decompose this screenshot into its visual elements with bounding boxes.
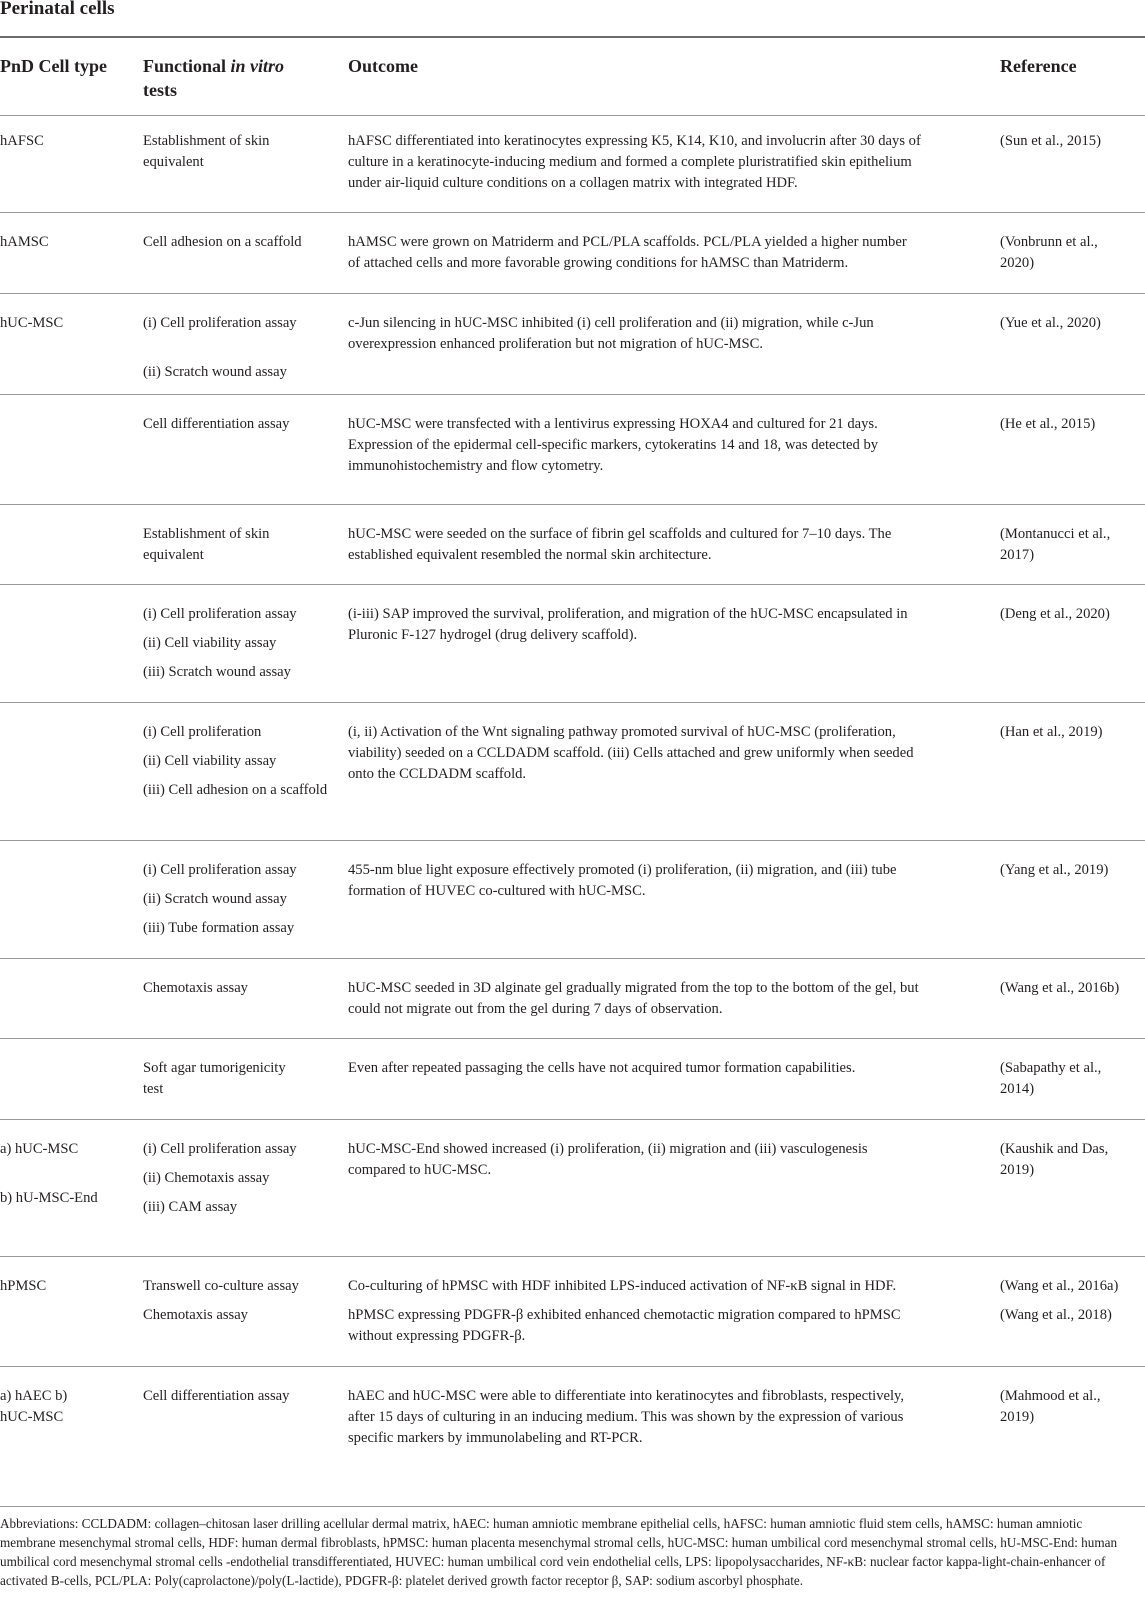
reference-cell: [1000, 860, 1140, 881]
cell-line: (Wang et al., 2016a): [1000, 1278, 1119, 1294]
tests-cell: [143, 604, 333, 683]
cell-line: (Yang et al., 2019): [1000, 862, 1109, 878]
reference-cell: [1000, 313, 1140, 334]
cell-type-cell: [0, 232, 130, 253]
test-item: (iii) CAM assay: [143, 1199, 238, 1215]
cell-line: a) hAEC b): [0, 1388, 68, 1404]
cell-line: equivalent: [143, 547, 204, 563]
cell-line: 2019): [1000, 1162, 1035, 1178]
cell-line: hUC-MSC-End showed increased (i) proliferation, (ii) migration and (iii) vasculogenesis: [348, 1141, 868, 1157]
reference-cell: [1000, 604, 1140, 625]
cell-line: without expressing PDGFR-β.: [348, 1328, 526, 1344]
cell-line: (Sun et al., 2015): [1000, 133, 1101, 149]
cell-line: hAFSC: [0, 133, 44, 149]
cell-line: compared to hUC-MSC.: [348, 1162, 492, 1178]
outcome-cell: [348, 604, 983, 646]
cell-line: Establishment of skin: [143, 526, 270, 542]
cell-line: (Han et al., 2019): [1000, 724, 1103, 740]
test-item: Chemotaxis assay: [143, 1307, 248, 1323]
cell-line: (Wang et al., 2016b): [1000, 980, 1120, 996]
cell-line: Cell differentiation assay: [143, 416, 290, 432]
header-outcome: Outcome: [348, 56, 418, 76]
cell-line: 2017): [1000, 547, 1035, 563]
cell-line: specific markers by immunolabeling and RT-PCR.: [348, 1430, 643, 1446]
outcome-cell: [348, 414, 983, 477]
tests-cell: [143, 131, 333, 173]
cell-line: hAEC and hUC-MSC were able to differentiate into keratinocytes and fibroblasts, respectively,: [348, 1388, 905, 1404]
tests-cell: [143, 1058, 333, 1100]
cell-line: hUC-MSC seeded in 3D alginate gel gradually migrated from the top to the bottom of the gel, but: [348, 980, 919, 996]
test-item: (iii) Cell adhesion on a scaffold: [143, 782, 328, 798]
row-divider: [0, 584, 1145, 585]
test-item: (iii) Tube formation assay: [143, 920, 295, 936]
tests-cell: [143, 524, 333, 566]
test-item: (i) Cell proliferation: [143, 724, 262, 740]
cell-line: Cell differentiation assay: [143, 1388, 290, 1404]
cell-line: equivalent: [143, 154, 204, 170]
reference-cell: [1000, 131, 1140, 152]
tests-cell: [143, 978, 333, 999]
outcome-cell: [348, 1276, 983, 1347]
cell-line: (Sabapathy et al.,: [1000, 1060, 1102, 1076]
table-top-rule: [0, 36, 1145, 38]
cell-line: formation of HUVEC co-cultured with hUC-MSC.: [348, 883, 646, 899]
reference-cell: [1000, 232, 1140, 274]
cell-line: overexpression enhanced proliferation but not migration of hUC-MSC.: [348, 336, 764, 352]
row-divider: [0, 702, 1145, 703]
cell-line: (i, ii) Activation of the Wnt signaling pathway promoted survival of hUC-MSC (proliferation,: [348, 724, 896, 740]
test-item: (ii) Scratch wound assay: [143, 891, 287, 907]
table-bottom-rule: [0, 1506, 1145, 1507]
tests-cell: [143, 1386, 333, 1407]
tests-cell: [143, 1276, 333, 1326]
cell-type-cell: [0, 1139, 130, 1209]
cell-line: hUC-MSC: [0, 315, 64, 331]
cell-line: viability) seeded on a CCLDADM scaffold. (iii) Cells attached and grew uniformly when seeded: [348, 745, 914, 761]
tests-cell: [143, 1139, 333, 1218]
cell-line: 2014): [1000, 1081, 1035, 1097]
test-item: Transwell co-culture assay: [143, 1278, 299, 1294]
tests-cell: [143, 313, 333, 383]
cell-line: of attached cells and more favorable growing conditions for hAMSC than Matriderm.: [348, 255, 849, 271]
cell-type-cell: [0, 131, 130, 152]
test-item: (i) Cell proliferation assay: [143, 315, 297, 331]
test-item: (ii) Chemotaxis assay: [143, 1170, 270, 1186]
row-divider: [0, 394, 1145, 395]
cell-line: hAMSC were grown on Matriderm and PCL/PLA scaffolds. PCL/PLA yielded a higher number: [348, 234, 907, 250]
row-divider: [0, 840, 1145, 841]
header-rule: [0, 115, 1145, 116]
outcome-cell: [348, 1386, 983, 1449]
cell-line: a) hUC-MSC: [0, 1141, 79, 1157]
cell-line: hAFSC differentiated into keratinocytes expressing K5, K14, K10, and involucrin after 30 days of: [348, 133, 921, 149]
cell-line: hUC-MSC: [0, 1409, 64, 1425]
cell-line: Establishment of skin: [143, 133, 270, 149]
test-item: (i) Cell proliferation assay: [143, 606, 297, 622]
outcome-cell: [348, 860, 983, 902]
cell-line: could not migrate out from the gel during 7 days of observation.: [348, 1001, 723, 1017]
reference-cell: [1000, 1058, 1140, 1100]
tests-cell: [143, 414, 333, 435]
cell-line: hPMSC: [0, 1278, 47, 1294]
cell-line: 455-nm blue light exposure effectively promoted (i) proliferation, (ii) migration, and (iii) tube: [348, 862, 897, 878]
header-cell-type: PnD Cell type: [0, 56, 107, 76]
outcome-cell: [348, 313, 983, 355]
reference-cell: [1000, 1139, 1140, 1181]
abbreviations-footnote: Abbreviations: CCLDADM: collagen–chitosan laser drilling acellular dermal matrix, hAEC: human amniotic membrane epithelial cells, hAFSC: human amniotic fluid stem cells, hAMSC: human amniotic membrane mesenchymal stromal cells, HDF: human dermal fibroblasts, hPMSC: human placenta mesenchymal stromal cells, hUC-MSC: human umbilical cord mesenchymal stromal cells, hU-MSC-End: human umbilical cord mesenchymal stromal cells -endothelial transdifferentiated, HUVEC: human umbilical cord vein endothelial cells, LPS: lipopolysaccharides, NF-κB: nuclear factor kappa-light-chain-enhancer of activated B-cells, PCL/PLA: Poly(caprolactone)/poly(L-lactide), PDGFR-β: platelet derived growth factor receptor β, SAP: sodium ascorbyl phosphate.: [0, 1516, 1118, 1588]
cell-line: Soft agar tumorigenicity: [143, 1060, 286, 1076]
cell-line: (Montanucci et al.,: [1000, 526, 1111, 542]
test-item: (ii) Scratch wound assay: [143, 364, 287, 380]
cell-line: Pluronic F-127 hydrogel (drug delivery scaffold).: [348, 627, 638, 643]
cell-line: onto the CCLDADM scaffold.: [348, 766, 527, 782]
cell-line: (He et al., 2015): [1000, 416, 1096, 432]
row-divider: [0, 293, 1145, 294]
cell-line: (Vonbrunn et al.,: [1000, 234, 1098, 250]
cell-line: under air-liquid culture conditions on a collagen matrix with integrated HDF.: [348, 175, 798, 191]
tests-cell: [143, 232, 333, 253]
header-reference: Reference: [1000, 56, 1077, 76]
cell-line: Chemotaxis assay: [143, 980, 248, 996]
row-divider: [0, 958, 1145, 959]
cell-line: b) hU-MSC-End: [0, 1190, 98, 1206]
cell-line: (Deng et al., 2020): [1000, 606, 1110, 622]
test-item: (iii) Scratch wound assay: [143, 664, 291, 680]
cell-line: (Kaushik and Das,: [1000, 1141, 1109, 1157]
outcome-cell: [348, 722, 983, 785]
row-divider: [0, 212, 1145, 213]
test-item: (i) Cell proliferation assay: [143, 862, 297, 878]
outcome-cell: [348, 1139, 983, 1181]
cell-line: Expression of the epidermal cell-specific markers, cytokeratins 14 and 18, was detected by: [348, 437, 879, 453]
cell-type-cell: [0, 1276, 130, 1297]
row-divider: [0, 504, 1145, 505]
test-item: (ii) Cell viability assay: [143, 753, 277, 769]
cell-line: (Mahmood et al.,: [1000, 1388, 1101, 1404]
cell-line: culture in a keratinocyte-inducing medium and formed a complete pluristratified skin epithelium: [348, 154, 912, 170]
outcome-cell: [348, 524, 983, 566]
cell-line: Cell adhesion on a scaffold: [143, 234, 302, 250]
test-item: (ii) Cell viability assay: [143, 635, 277, 651]
cell-line: hPMSC expressing PDGFR-β exhibited enhanced chemotactic migration compared to hPMSC: [348, 1307, 901, 1323]
tests-cell: [143, 860, 333, 939]
header-tests: Functional in vitro tests: [143, 56, 285, 100]
section-title: Perinatal cells: [0, 0, 115, 19]
cell-line: 2020): [1000, 255, 1035, 271]
reference-cell: [1000, 524, 1140, 566]
outcome-cell: [348, 131, 983, 194]
reference-cell: [1000, 1276, 1140, 1326]
cell-line: Co-culturing of hPMSC with HDF inhibited LPS-induced activation of NF-κB signal in HDF.: [348, 1278, 897, 1294]
cell-line: c-Jun silencing in hUC-MSC inhibited (i) cell proliferation and (ii) migration, while c-Jun: [348, 315, 874, 331]
cell-line: Even after repeated passaging the cells have not acquired tumor formation capabilities.: [348, 1060, 856, 1076]
outcome-cell: [348, 978, 983, 1020]
cell-type-cell: [0, 313, 130, 334]
reference-cell: [1000, 978, 1140, 999]
cell-line: hUC-MSC were seeded on the surface of fibrin gel scaffolds and cultured for 7–10 days. The: [348, 526, 892, 542]
tests-cell: [143, 722, 333, 801]
cell-line: hUC-MSC were transfected with a lentivirus expressing HOXA4 and cultured for 21 days.: [348, 416, 878, 432]
row-divider: [0, 1119, 1145, 1120]
reference-cell: [1000, 414, 1140, 435]
cell-line: after 15 days of culturing in an inducing medium. This was shown by the expression of various: [348, 1409, 904, 1425]
cell-line: (Wang et al., 2018): [1000, 1307, 1112, 1323]
cell-line: (i-iii) SAP improved the survival, proliferation, and migration of the hUC-MSC encapsulated in: [348, 606, 908, 622]
outcome-cell: [348, 232, 983, 274]
cell-line: immunohistochemistry and flow cytometry.: [348, 458, 604, 474]
cell-type-cell: [0, 1386, 130, 1428]
outcome-cell: [348, 1058, 983, 1079]
row-divider: [0, 1366, 1145, 1367]
cell-line: hAMSC: [0, 234, 49, 250]
cell-line: test: [143, 1081, 164, 1097]
reference-cell: [1000, 1386, 1140, 1428]
reference-cell: [1000, 722, 1140, 743]
row-divider: [0, 1038, 1145, 1039]
test-item: (i) Cell proliferation assay: [143, 1141, 297, 1157]
row-divider: [0, 1256, 1145, 1257]
cell-line: (Yue et al., 2020): [1000, 315, 1101, 331]
cell-line: 2019): [1000, 1409, 1035, 1425]
cell-line: established equivalent resembled the normal skin architecture.: [348, 547, 712, 563]
